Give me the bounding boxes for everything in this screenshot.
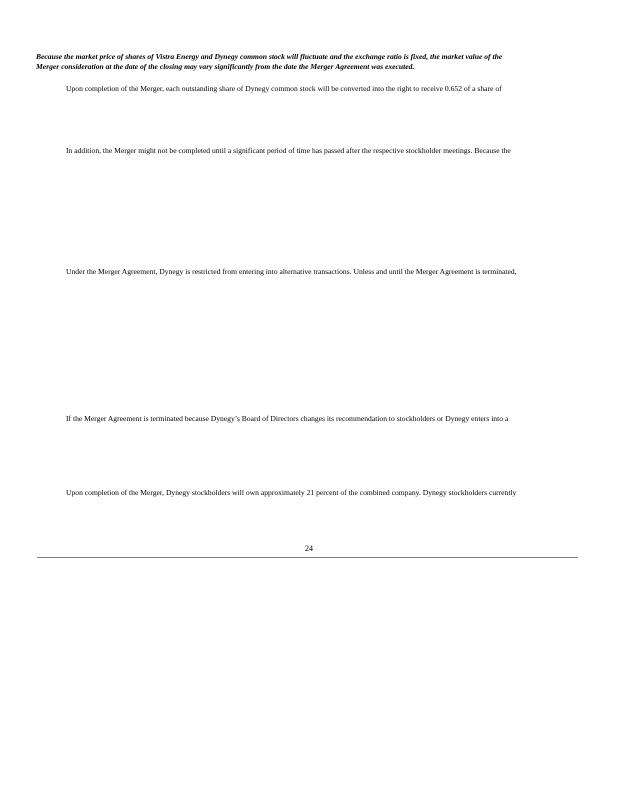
paragraph-merger-timing: In addition, the Merger might not be completed until a significant period of time has passed after the respective stockholder meetings. Because the xyxy=(66,146,511,155)
paragraph-ownership: Upon completion of the Merger, Dynegy stockholders will own approximately 21 percent of the combined company. Dynegy stockholders currently xyxy=(66,488,517,497)
risk-factor-heading: Because the market price of shares of Vistra Energy and Dynegy common stock will fluctuate and the exchange ratio is fixed, the market value of the Merger consideration at the date of the closing may vary significantly from the date the Merger Agreement was executed. xyxy=(36,52,503,71)
paragraph-alternative-transactions: Under the Merger Agreement, Dynegy is restricted from entering into alternative transactions. Unless and until the Merger Agreement is terminated, xyxy=(66,267,517,276)
page-number: 24 xyxy=(305,544,313,553)
paragraph-termination: If the Merger Agreement is terminated because Dynegy’s Board of Directors changes its recommendation to stockholders or Dynegy enters into a xyxy=(66,414,509,423)
page-divider xyxy=(37,557,578,558)
paragraph-merger-conversion: Upon completion of the Merger, each outstanding share of Dynegy common stock will be converted into the right to receive 0.652 of a share of xyxy=(66,84,502,93)
